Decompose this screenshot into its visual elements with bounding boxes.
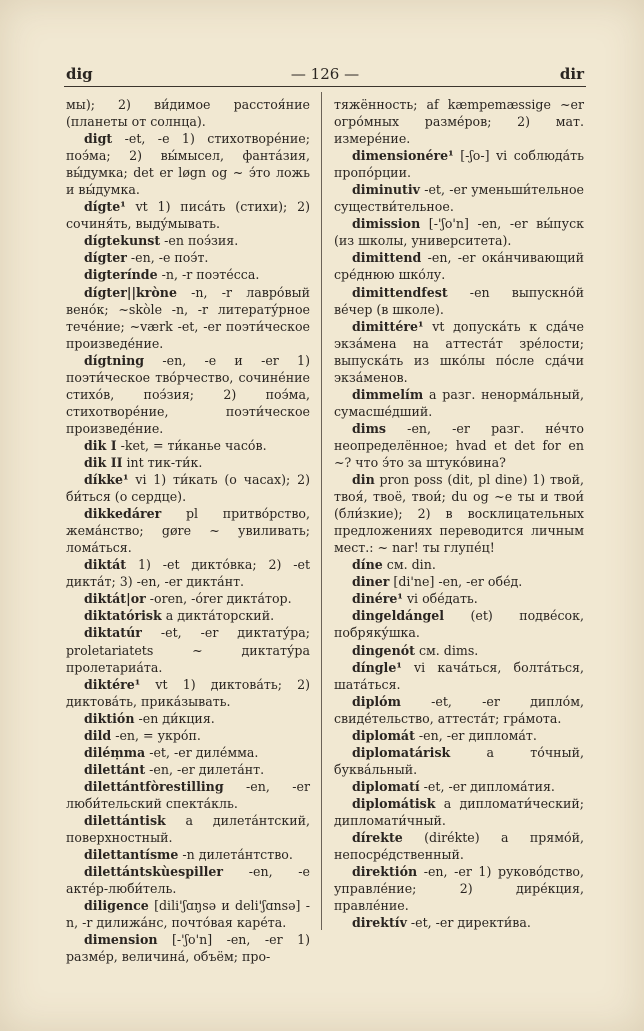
dictionary-entry xyxy=(66,284,310,352)
headword: diminutiv xyxy=(352,182,420,198)
headword: dimmelím xyxy=(352,386,424,402)
dictionary-entry xyxy=(66,130,310,198)
entry-definition: vi 1) ти́кать (о часах); 2) би́ться (о сердце). xyxy=(66,472,310,505)
dictionary-entry xyxy=(334,829,584,863)
entry-definition: -en, = укро́п. xyxy=(111,727,201,743)
headword: dimittendfest xyxy=(352,284,448,300)
dictionary-entry xyxy=(66,727,310,744)
entry-definition: vt 1) писа́ть (стихи); 2) сочиня́ть, выду́мывать. xyxy=(66,199,310,232)
entry-definition: a дилета́нтский, поверхностный. xyxy=(66,812,310,846)
entry-definition: pron poss (dit, pl dine) 1) твой, твоя́, твоё, твои́; du og ~e ты и твои́ (бли́зкие); 2) в восклицательных предложениях переводится личным мест.: ~ nar! ты глупе́ц! xyxy=(334,472,584,556)
headword: diplomatárisk xyxy=(352,744,451,760)
dictionary-entry xyxy=(66,198,310,232)
headword: diplomátisk xyxy=(352,795,436,811)
headword: digt xyxy=(84,131,113,147)
entry-definition: -et, -er дипло́м, свиде́тельство, аттеста́т; гра́мота. xyxy=(334,693,584,726)
dictionary-entry xyxy=(66,846,310,863)
entry-definition: -en, -er дилета́нт. xyxy=(145,761,265,777)
entry-definition: 1) -et дикто́вка; 2) -et дикта́т; 3) -en, -er дикта́нт. xyxy=(66,557,310,590)
dictionary-entry xyxy=(66,897,310,931)
dictionary-entry xyxy=(334,727,584,744)
entry-definition: -et, -e 1) стихотворе́ние; поэ́ма; 2) вы́мысел, фанта́зия, вы́думка; det er løgn og ~ э́то ложь и вы́думка. xyxy=(66,131,310,198)
dictionary-entry xyxy=(334,249,584,283)
entry-definition: см. din. xyxy=(382,557,436,573)
dictionary-entry xyxy=(334,659,584,693)
dictionary-entry xyxy=(66,505,310,556)
headword: dilettánt xyxy=(84,761,146,777)
headword: dingeldángel xyxy=(352,608,445,624)
entry-definition: vi обе́дать. xyxy=(402,591,478,607)
headword: dígtning xyxy=(84,352,145,368)
dictionary-entry xyxy=(334,693,584,727)
dictionary-entry xyxy=(66,863,310,897)
headword: digterínde xyxy=(84,267,158,283)
headword: diktatórisk xyxy=(84,608,162,624)
entry-definition: -en, -er ока́нчивающий сре́днюю шко́лу. xyxy=(334,250,584,283)
entry-definition: -et, -er диктату́ра; proletariatets ~ диктату́ра пролетариа́та. xyxy=(66,625,310,675)
headword: dikkedárer xyxy=(84,506,162,522)
headword: dírekte xyxy=(352,830,403,846)
dictionary-entry xyxy=(334,914,584,931)
dictionary-entry xyxy=(334,744,584,778)
entry-definition: тяжённость; af kæmpemæssige ~er огро́мных разме́ров; 2) мат. измере́ние. xyxy=(334,97,584,147)
entry-definition: -et, -er диле́мма. xyxy=(145,744,259,760)
entry-definition: -et, -er уменьши́тельное существи́тельное. xyxy=(334,182,584,215)
dictionary-entry xyxy=(66,676,310,710)
entry-definition: -oren, -órer дикта́тор. xyxy=(145,591,292,607)
headword: dígtekunst xyxy=(84,233,161,249)
entry-definition: pl притво́рство, жема́нство; gøre ~ увиливать; лома́ться. xyxy=(66,506,310,556)
headword: diléṃma xyxy=(84,744,146,760)
entry-definition: vt 1) диктова́ть; 2) диктова́ть, прика́зывать. xyxy=(66,676,310,709)
dictionary-entry xyxy=(66,761,310,778)
headword: dimission xyxy=(352,216,421,232)
dictionary-entry xyxy=(334,181,584,215)
headword: direktión xyxy=(352,864,418,880)
headword: dilettántfòrestilling xyxy=(84,778,224,794)
entry-definition: -en поэ́зия. xyxy=(160,233,239,249)
headword: diktát|or xyxy=(84,591,146,607)
headword: dimittend xyxy=(352,250,422,266)
dictionary-entry xyxy=(66,266,310,283)
entry-definition: a то́чный, буква́льный. xyxy=(334,744,584,777)
dictionary-entry xyxy=(334,386,584,420)
dictionary-entry xyxy=(66,471,310,505)
dictionary-entry xyxy=(66,556,310,590)
entry-definition: -en, -er разг. не́что неопределённое; hvad et det for en ~? что э́то за штуко́вина? xyxy=(334,420,584,470)
headword: din xyxy=(352,472,375,488)
entry-definition: -et, -er диплома́тия. xyxy=(419,778,555,794)
dictionary-entry xyxy=(334,642,584,659)
dictionary-entry xyxy=(334,96,584,147)
page-number: — 126 — xyxy=(290,65,360,83)
dictionary-entry xyxy=(66,607,310,624)
dictionary-entry xyxy=(66,710,310,727)
entry-definition: -en, -e акте́р-люби́тель. xyxy=(66,864,310,897)
entry-definition: -en, -e и -er 1) поэти́ческое тво́рчество, сочине́ние стихо́в, поэ́зия; 2) поэ́ма, стихотворе́ние, поэти́ческое произведе́ние. xyxy=(66,352,310,436)
dictionary-entry xyxy=(66,232,310,249)
dictionary-entry xyxy=(66,96,310,130)
entry-definition: см. dims. xyxy=(414,642,479,658)
entry-definition: -en, -er 1) руково́дство, управле́ние; 2) дире́кция, правле́ние. xyxy=(334,864,584,914)
dictionary-entry xyxy=(66,249,310,266)
entry-definition: [-'ʃo'n] -en, -er 1) разме́р, величина́, объём; про- xyxy=(66,932,310,965)
entry-definition: a дикта́торский. xyxy=(161,608,275,624)
guide-word-right: dir xyxy=(559,65,584,83)
headword: díne xyxy=(352,557,383,573)
headword: diplóm xyxy=(352,693,401,709)
entry-definition: -n, -r лавро́вый вено́к; ~skòle -n, -r литерату́рное тече́ние; ~værk -et, -er поэти́ческое произведе́ние. xyxy=(66,284,310,351)
dictionary-entry xyxy=(334,556,584,573)
headword: dígte¹ xyxy=(84,199,126,215)
guide-word-left: dig xyxy=(66,65,93,83)
entry-definition: [di'ne] -en, -er обе́д. xyxy=(389,574,523,590)
headword: dilettantísme xyxy=(84,847,179,863)
dictionary-entry xyxy=(334,795,584,829)
dictionary-entry xyxy=(334,607,584,641)
headword: diktatúr xyxy=(84,625,142,641)
entry-definition: [dili'ʃɑŋsə и deli'ʃɑnsə] -n, -r дилижа́нс, почто́вая каре́та. xyxy=(66,898,310,931)
headword: díngle¹ xyxy=(352,659,402,675)
headword: dild xyxy=(84,727,112,743)
dictionary-entry xyxy=(334,420,584,471)
headword: dimittére¹ xyxy=(352,318,424,334)
entry-definition: -en, -e поэ́т. xyxy=(126,250,209,266)
headword: diktére¹ xyxy=(84,676,141,692)
column-divider xyxy=(321,92,322,930)
headword: dilettántisk xyxy=(84,812,166,828)
entry-definition: int тик-ти́к. xyxy=(122,454,203,470)
dictionary-entry xyxy=(334,215,584,249)
dictionary-entry xyxy=(334,590,584,607)
entry-definition: -n дилета́нтство. xyxy=(178,847,293,863)
headword: direktív xyxy=(352,915,407,931)
header-rule xyxy=(64,86,586,87)
dictionary-entry xyxy=(66,590,310,607)
headword: dilettántskùespiller xyxy=(84,864,224,880)
dictionary-entry xyxy=(334,573,584,590)
entry-definition: a дипломати́ческий; дипломати́чный. xyxy=(334,795,584,828)
headword: dígter||kròne xyxy=(84,284,177,300)
headword: dingenót xyxy=(352,642,415,658)
headword: dik II xyxy=(84,454,123,470)
entry-definition: -et, -er директи́ва. xyxy=(406,915,531,931)
headword: dimensionére¹ xyxy=(352,148,454,164)
entry-definition: -n, -r поэте́сса. xyxy=(157,267,260,283)
headword: dims xyxy=(352,420,387,436)
dictionary-entry xyxy=(334,284,584,318)
dictionary-entry xyxy=(334,318,584,386)
entry-definition: -ket, = ти́канье часо́в. xyxy=(116,437,267,453)
entry-definition: -en выпускно́й ве́чер (в школе). xyxy=(334,284,584,317)
headword: diligence xyxy=(84,898,149,914)
headword: diplomát xyxy=(352,727,415,743)
entry-definition: vt допуска́ть к сда́че экза́мена на аттеста́т зре́лости; выпуска́ть из шко́лы по́сле сда́чи экза́менов. xyxy=(334,318,584,385)
entry-definition: (et) подве́сок, побряку́шка. xyxy=(334,608,584,641)
headword: diktát xyxy=(84,557,127,573)
dictionary-entry xyxy=(334,147,584,181)
headword: dinére¹ xyxy=(352,591,403,607)
entry-definition: -en ди́кция. xyxy=(134,710,215,726)
entry-definition: a разг. ненорма́льный, сумасше́дший. xyxy=(334,386,584,419)
entry-definition: [-'ʃo'n] -en, -er вы́пуск (из школы, университета). xyxy=(334,216,584,249)
page-header xyxy=(66,62,584,84)
dictionary-entry xyxy=(334,471,584,556)
headword: díkke¹ xyxy=(84,472,129,488)
dictionary-entry xyxy=(66,778,310,812)
dictionary-entry xyxy=(66,437,310,454)
entry-definition: -en, -er люби́тельский спекта́кль. xyxy=(66,778,310,811)
dictionary-entry xyxy=(334,778,584,795)
dictionary-entry xyxy=(334,863,584,914)
dictionary-entry xyxy=(66,744,310,761)
headword: diktión xyxy=(84,710,135,726)
headword: dik I xyxy=(84,437,117,453)
dictionary-entry xyxy=(66,931,310,965)
entry-definition: vi кача́ться, болта́ться, шата́ться. xyxy=(334,659,584,692)
headword: diplomatí xyxy=(352,778,420,794)
entry-definition: [-ʃo-] vi соблюда́ть пропо́рции. xyxy=(334,148,584,181)
headword: dimension xyxy=(84,932,158,948)
dictionary-entry xyxy=(66,812,310,846)
dictionary-entry xyxy=(66,352,310,437)
headword: dígter xyxy=(84,250,127,266)
headword: diner xyxy=(352,574,390,590)
entry-definition: -en, -er диплома́т. xyxy=(414,727,537,743)
entry-definition: мы); 2) ви́димое расстоя́ние (планеты от солнца). xyxy=(66,97,310,130)
left-column xyxy=(66,96,310,965)
right-column xyxy=(334,96,584,931)
dictionary-entry xyxy=(66,624,310,675)
dictionary-entry xyxy=(66,454,310,471)
entry-definition: (dirékte) a прямо́й, непосре́дственный. xyxy=(334,830,584,863)
